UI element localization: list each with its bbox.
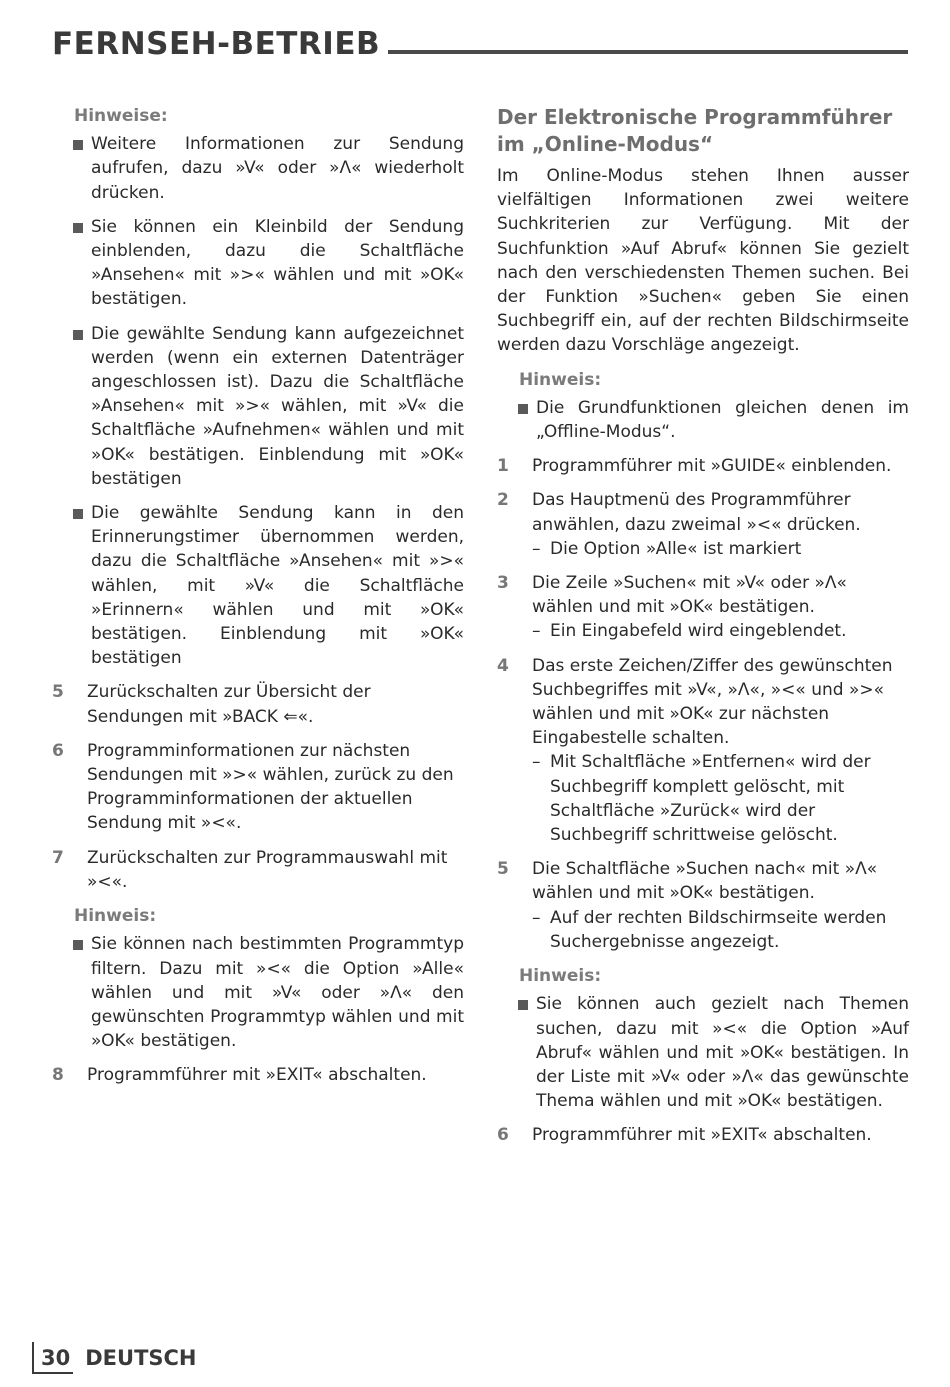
step-number: 1 [497, 456, 509, 477]
step-number: 6 [497, 1125, 509, 1146]
hint-title: Hinweise: [74, 106, 168, 126]
step-subnote: – Auf der rechten Bildschirmseite werden Suchergebnisse angezeigt. [532, 906, 909, 954]
step-number: 5 [52, 682, 64, 703]
hint-bullet: Sie können auch gezielt nach Themen suchen, dazu mit »<« die Option »Auf Abruf« wählen und mit »OK« bestätigen. In der Liste mit »V« oder »Λ« das gewünschte Thema wählen und mit »OK« bestätigen. [497, 992, 909, 1113]
step-item [52, 846, 464, 894]
step-item [497, 1123, 909, 1147]
section-title: Der Elektronische Programmführer im „Online-Modus“ [497, 105, 893, 156]
step-number: 2 [497, 490, 509, 511]
step-text: Das erste Zeichen/Ziffer des gewünschten Suchbegriffes mit »V«, »Λ«, »<« und »>« wählen und mit »OK« zur nächsten Eingabestelle schalten. [532, 655, 893, 749]
step-text: Zurückschalten zur Programmauswahl mit »<«. [87, 847, 448, 892]
hint-bullet: Weitere Informationen zur Sendung aufrufen, dazu »V« oder »Λ« wiederholt drücken. [52, 132, 464, 205]
step-item [497, 571, 909, 644]
hint-title: Hinweis: [519, 966, 602, 987]
step-text: Programmführer mit »EXIT« abschalten. [532, 1125, 872, 1146]
step-text: Programmführer mit »GUIDE« einblenden. [532, 456, 892, 477]
step-number: 4 [497, 655, 509, 676]
step-subnote: – Mit Schaltfläche »Entfernen« wird der Suchbegriff komplett gelöscht, mit Schaltfläche »Zurück« wird der Suchbegriff schrittweise gelöscht. [532, 750, 909, 847]
step-item [497, 488, 909, 561]
hint-bullet: Sie können ein Kleinbild der Sendung einblenden, dazu die Schaltfläche »Ansehen« mit »>« wählen und mit »OK« bestätigen. [52, 215, 464, 312]
hint-bullet: Sie können nach bestimmten Programmtyp filtern. Dazu mit »<« die Option »Alle« wählen und mit »V« oder »Λ« den gewünschten Programmtyp wählen und mit »OK« bestätigen. [52, 932, 464, 1053]
step-number: 8 [52, 1065, 64, 1086]
step-subnote: – Ein Eingabefeld wird eingeblendet. [532, 619, 909, 643]
step-item [52, 680, 464, 728]
page-header [52, 20, 908, 64]
step-number: 3 [497, 573, 509, 594]
step-item [52, 1063, 464, 1087]
hint-bullet: Die gewählte Sendung kann aufgezeichnet werden (wenn ein externen Datenträger angeschlossen ist). Dazu die Schaltfläche »Ansehen« mit »>« wählen, mit »V« die Schaltfläche »Aufnehmen« wählen und mit »OK« bestätigen. Einblendung mit »OK« bestätigen [52, 322, 464, 491]
step-text: Die Zeile »Suchen« mit »V« oder »Λ« wählen und mit »OK« bestätigen. [532, 573, 847, 618]
footer-language: DEUTSCH [85, 1346, 197, 1370]
page-footer [32, 1340, 197, 1376]
step-text: Die Schaltfläche »Suchen nach« mit »Λ« wählen und mit »OK« bestätigen. [532, 859, 878, 904]
step-number: 5 [497, 859, 509, 880]
hint-title: Hinweis: [519, 369, 602, 390]
step-item [497, 454, 909, 478]
hint-bullet: Die Grundfunktionen gleichen denen im „Offline-Modus“. [497, 396, 909, 444]
hint-bullet: Die gewählte Sendung kann in den Erinnerungstimer übernommen werden, dazu die Schaltfläche »Ansehen« mit »>« wählen, mit »V« die Schaltfläche »Erinnern« wählen und mit »OK« bestätigen. Einblendung mit »OK« bestätigen [52, 501, 464, 670]
hint-title: Hinweis: [74, 906, 157, 927]
step-item [497, 654, 909, 848]
step-text: Das Hauptmenü des Programmführer anwählen, dazu zweimal »<« drücken. [532, 490, 861, 535]
right-column [497, 104, 909, 1158]
intro-paragraph: Im Online-Modus stehen Ihnen ausser vielfältigen Informationen zwei weitere Suchkriterien zur Verfügung. Mit der Suchfunktion »Auf Abruf« können Sie gezielt nach den verschiedensten Themen suchen. Bei der Funktion »Suchen« geben Sie einen Suchbegriff ein, auf der rechten Bildschirmseite werden dazu Vorschläge angezeigt. [497, 166, 909, 356]
step-item [52, 739, 464, 836]
step-subnote: – Die Option »Alle« ist markiert [532, 537, 909, 561]
step-number: 7 [52, 847, 64, 868]
page-title: FERNSEH-BETRIEB [52, 26, 381, 62]
header-rule [388, 50, 908, 54]
step-text: Zurückschalten zur Übersicht der Sendungen mit »BACK ⇐«. [87, 682, 371, 727]
step-number: 6 [52, 740, 64, 761]
step-text: Programmführer mit »EXIT« abschalten. [87, 1065, 427, 1086]
page-number: 30 [32, 1342, 73, 1374]
step-item [497, 857, 909, 954]
left-column [52, 104, 464, 1098]
step-text: Programminformationen zur nächsten Sendungen mit »>« wählen, zurück zu den Programminformationen der aktuellen Sendung mit »<«. [87, 740, 454, 834]
